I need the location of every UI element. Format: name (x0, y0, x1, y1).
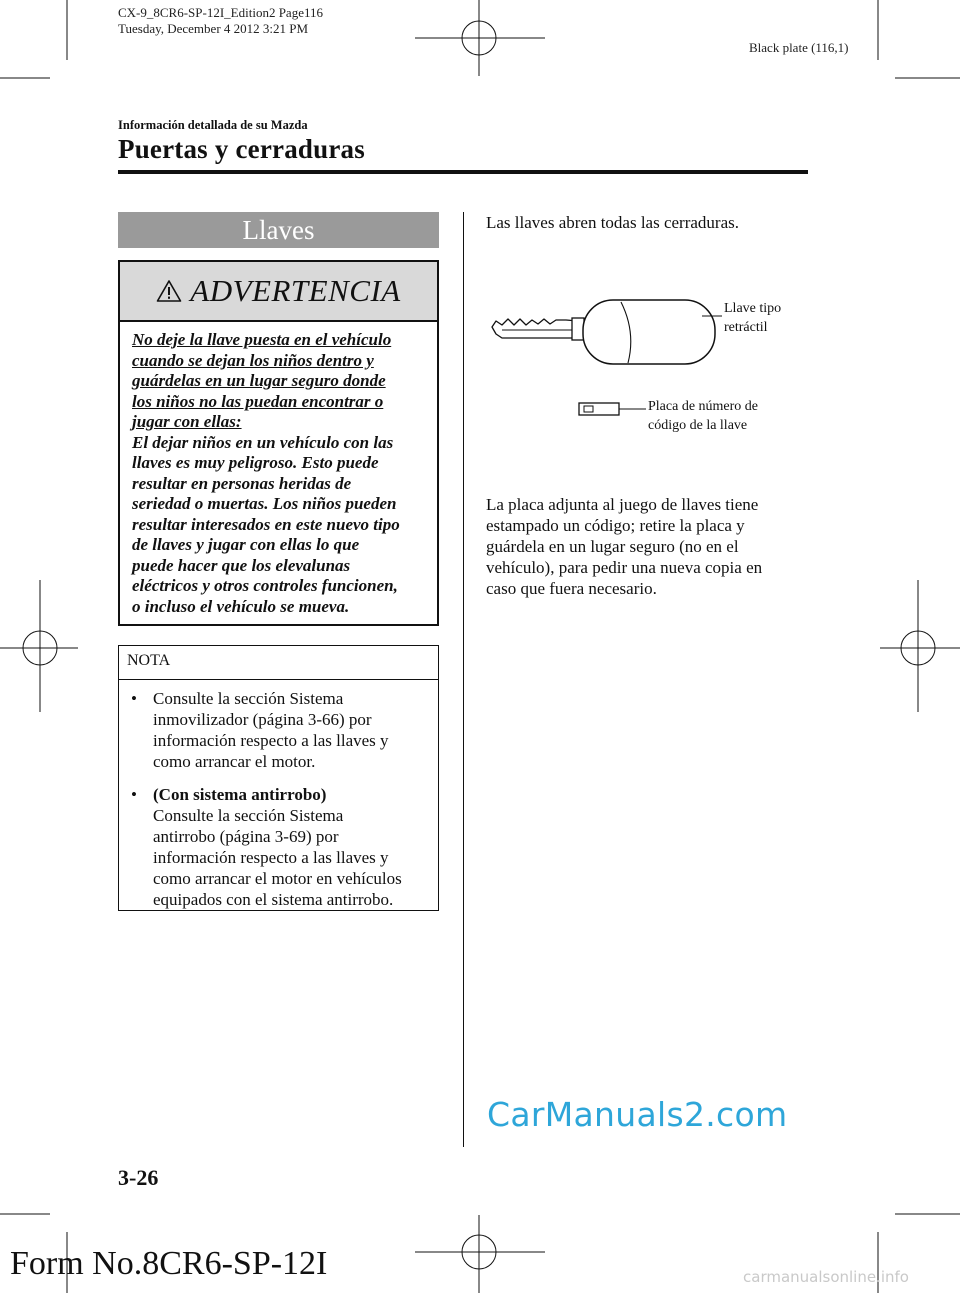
keys-intro: Las llaves abren todas las cerraduras. (486, 213, 739, 232)
form-number: Form No.8CR6-SP-12I (10, 1245, 328, 1282)
note-item (127, 688, 430, 772)
code-plate-paragraph (486, 494, 762, 599)
note-subheading: (Con sistema antirrobo) (153, 785, 327, 804)
warning-line: seriedad o muertas. Los niños pueden (132, 494, 397, 513)
title-rule (118, 170, 808, 174)
paragraph-line: caso que fuera necesario. (486, 579, 657, 598)
paragraph-line: estampado un código; retire la placa y (486, 516, 745, 535)
warning-title: ADVERTENCIA (190, 273, 401, 308)
warning-line: eléctricos y otros controles funcionen, (132, 576, 398, 595)
warning-line: resultar en personas heridas de (132, 473, 352, 493)
print-date-line: Tuesday, December 4 2012 3:21 PM (118, 21, 309, 36)
note-line: información respecto a las llaves y (153, 848, 389, 867)
section-title: Información detallada de su Mazda (118, 118, 308, 132)
note-item (127, 784, 430, 910)
bullet: • (131, 689, 137, 708)
note-line: antirrobo (página 3-69) por (153, 827, 339, 846)
file-name-line: CX-9_8CR6-SP-12I_Edition2 Page116 (118, 5, 323, 20)
paragraph-line: vehículo), para pedir una nueva copia en (486, 558, 763, 577)
warning-header (120, 262, 437, 322)
label-line: código de la llave (648, 418, 748, 433)
watermark: CarManuals2.com (487, 1095, 788, 1134)
label-retractable-key (724, 299, 781, 337)
column-divider (463, 212, 464, 1147)
note-body (119, 680, 438, 910)
note-line: Consulte la sección Sistema (153, 806, 344, 825)
note-line: información respecto a las llaves y (153, 731, 389, 750)
warning-line: los niños no las puedan encontrar o (132, 391, 384, 411)
section-heading-llaves: Llaves (118, 212, 439, 248)
warning-line: guárdelas en un lugar seguro donde (132, 371, 386, 390)
warning-line: jugar con ellas: (132, 412, 242, 431)
bullet: • (131, 785, 137, 804)
note-line: Consulte la sección Sistema (153, 689, 344, 708)
note-line: inmovilizador (página 3-66) por (153, 710, 372, 729)
warning-line: llaves es muy peligroso. Esto puede (132, 453, 379, 472)
note-line: como arrancar el motor en vehículos (153, 869, 402, 888)
warning-box (118, 260, 439, 626)
note-box (118, 645, 439, 911)
note-line: como arrancar el motor. (153, 752, 316, 771)
label-line: retráctil (724, 320, 768, 335)
paragraph-line: guárdela en un lugar seguro (no en el (486, 537, 739, 556)
label-line: Placa de número de (648, 399, 759, 414)
plate-label: Black plate (116,1) (749, 40, 849, 55)
warning-line: de llaves y jugar con ellas lo que (132, 535, 360, 554)
label-code-plate (648, 397, 758, 435)
note-title: NOTA (119, 646, 438, 680)
warning-text (120, 322, 437, 617)
paragraph-line: La placa adjunta al juego de llaves tiene (486, 495, 759, 514)
warning-line: cuando se dejan los niños dentro y (132, 350, 374, 370)
label-line: Llave tipo (724, 301, 782, 316)
warning-line: o incluso el vehículo se mueva. (132, 596, 350, 616)
watermark-site: carmanualsonline.info (743, 1268, 909, 1286)
warning-triangle-icon (156, 279, 182, 303)
warning-line: puede hacer que los elevalunas (132, 555, 351, 575)
page-number: 3-26 (118, 1165, 159, 1190)
warning-line: resultar interesados en este nuevo tipo (132, 514, 400, 534)
warning-line: No deje la llave puesta en el vehículo (132, 330, 392, 349)
page-title: Puertas y cerraduras (118, 134, 365, 164)
note-line: equipados con el sistema antirrobo. (153, 890, 394, 909)
warning-line: El dejar niños en un vehículo con las (132, 432, 394, 452)
